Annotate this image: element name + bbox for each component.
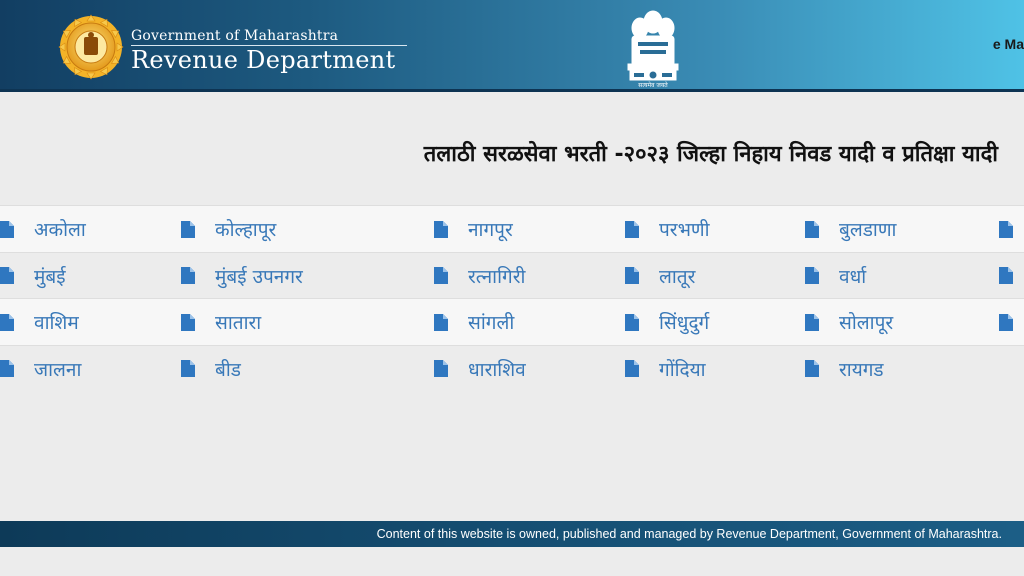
table-row bbox=[0, 205, 1024, 252]
document-icon bbox=[434, 314, 448, 331]
district-label: सातारा bbox=[215, 312, 262, 334]
district-label: जालना bbox=[34, 358, 82, 381]
district-link-jalna[interactable] bbox=[0, 346, 81, 392]
header-right-label[interactable]: e Ma bbox=[992, 36, 1024, 52]
district-label: अकोला bbox=[34, 219, 86, 241]
emblem-motto: सत्यमेव जयते bbox=[638, 82, 668, 89]
district-label: नागपूर bbox=[468, 219, 513, 241]
district-label: रत्नागिरी bbox=[468, 265, 526, 288]
document-icon bbox=[181, 314, 195, 331]
document-icon bbox=[625, 360, 639, 377]
district-link-kolhapur[interactable] bbox=[181, 206, 276, 252]
document-icon bbox=[999, 221, 1013, 238]
document-icon bbox=[805, 267, 819, 284]
document-icon bbox=[805, 221, 819, 238]
district-label: गोंदिया bbox=[659, 358, 706, 381]
district-table bbox=[0, 205, 1024, 391]
district-link-washim[interactable] bbox=[0, 299, 79, 345]
district-link-solapur[interactable] bbox=[805, 299, 893, 345]
district-link-sangli[interactable] bbox=[434, 299, 514, 345]
district-link-mumbai[interactable] bbox=[0, 253, 66, 299]
district-label: रायगड bbox=[839, 358, 884, 381]
district-label: बुलडाणा bbox=[839, 219, 897, 241]
district-link-parbhani[interactable] bbox=[625, 206, 710, 252]
brand-block[interactable] bbox=[131, 28, 407, 74]
table-row bbox=[0, 345, 1024, 392]
document-icon bbox=[434, 221, 448, 238]
district-label: कोल्हापूर bbox=[215, 219, 277, 241]
document-icon bbox=[999, 314, 1013, 331]
district-link-dharashiv[interactable] bbox=[434, 346, 526, 392]
national-emblem-icon bbox=[618, 4, 688, 90]
department-name: Revenue Department bbox=[131, 46, 396, 74]
district-link-buldana[interactable] bbox=[805, 206, 896, 252]
district-label: वाशिम bbox=[34, 312, 79, 334]
document-icon bbox=[181, 360, 195, 377]
document-icon bbox=[434, 360, 448, 377]
document-icon bbox=[181, 221, 195, 238]
document-icon bbox=[0, 314, 14, 331]
table-row bbox=[0, 252, 1024, 299]
document-icon bbox=[625, 314, 639, 331]
district-label: सोलापूर bbox=[839, 312, 894, 334]
district-label: लातूर bbox=[659, 265, 696, 288]
district-link-mumbai-suburban[interactable] bbox=[181, 253, 303, 299]
district-label: वर्धा bbox=[839, 265, 867, 288]
district-label: बीड bbox=[215, 358, 241, 381]
document-icon bbox=[999, 267, 1013, 284]
document-icon bbox=[625, 267, 639, 284]
district-link-overflow[interactable] bbox=[999, 299, 1024, 345]
document-icon bbox=[805, 360, 819, 377]
document-icon bbox=[0, 360, 14, 377]
district-label: मुंबई उपनगर bbox=[215, 265, 303, 288]
maharashtra-seal-logo[interactable] bbox=[56, 14, 126, 80]
district-link-akola[interactable] bbox=[0, 206, 86, 252]
document-icon bbox=[434, 267, 448, 284]
district-link-ratnagiri[interactable] bbox=[434, 253, 525, 299]
district-link-wardha[interactable] bbox=[805, 253, 866, 299]
district-link-overflow[interactable] bbox=[999, 206, 1024, 252]
district-link-satara[interactable] bbox=[181, 299, 261, 345]
site-header bbox=[0, 0, 1024, 92]
district-label: मुंबई bbox=[34, 265, 66, 288]
table-row bbox=[0, 298, 1024, 345]
district-label: धाराशिव bbox=[468, 358, 526, 381]
district-link-nagpur[interactable] bbox=[434, 206, 513, 252]
document-icon bbox=[181, 267, 195, 284]
district-link-gondia[interactable] bbox=[625, 346, 706, 392]
district-label: परभणी bbox=[659, 219, 710, 241]
site-footer bbox=[0, 521, 1024, 547]
district-label: सिंधुदुर्ग bbox=[659, 312, 710, 334]
district-link-beed[interactable] bbox=[181, 346, 241, 392]
district-link-overflow[interactable] bbox=[999, 253, 1024, 299]
district-link-sindhudurg[interactable] bbox=[625, 299, 709, 345]
document-icon bbox=[625, 221, 639, 238]
document-icon bbox=[0, 267, 14, 284]
district-link-latur[interactable] bbox=[625, 253, 695, 299]
document-icon bbox=[0, 221, 14, 238]
footer-text: Content of this website is owned, published and managed by Revenue Department, Government of Maharashtra. bbox=[376, 527, 1002, 541]
page-title: तलाठी सरळसेवा भरती -२०२३ जिल्हा निहाय निवड यादी व प्रतिक्षा यादी bbox=[423, 142, 998, 167]
district-label: सांगली bbox=[468, 312, 515, 334]
document-icon bbox=[805, 314, 819, 331]
org-name: Government of Maharashtra bbox=[131, 28, 407, 46]
district-link-raigad[interactable] bbox=[805, 346, 884, 392]
